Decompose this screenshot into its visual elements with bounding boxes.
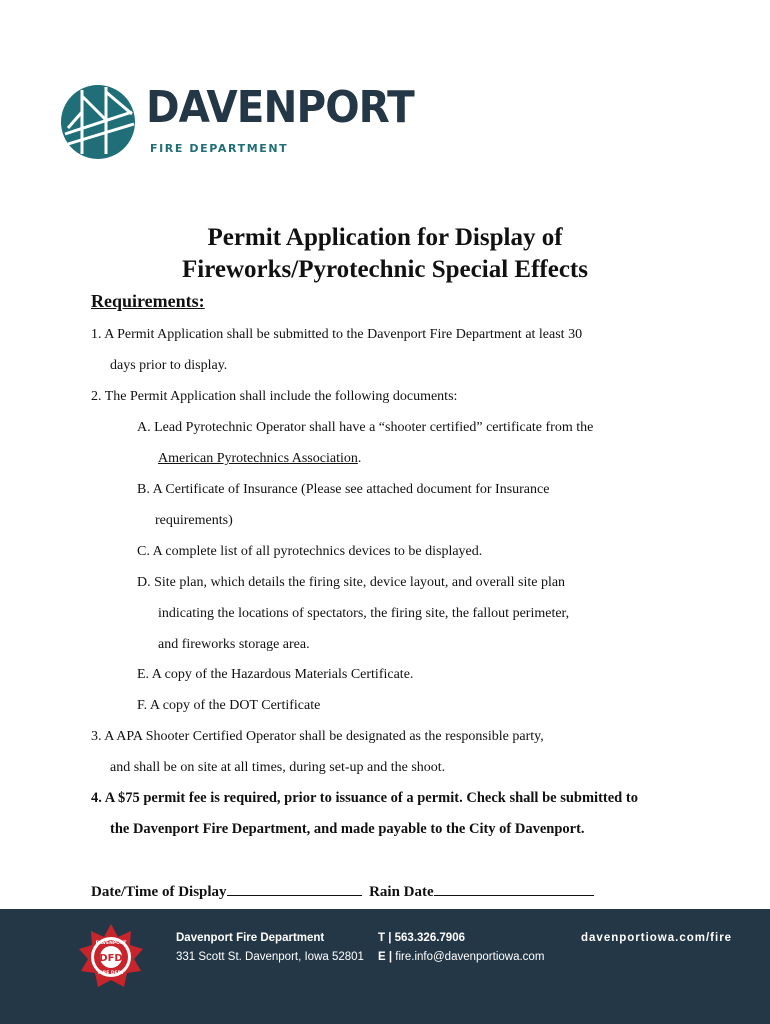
footer-website[interactable]: davenportiowa.com/fire xyxy=(581,932,733,944)
footer-org-name: Davenport Fire Department xyxy=(176,932,325,944)
item-c-line-1: C. A complete list of all pyrotechnics devices to be displayed. xyxy=(137,544,483,559)
item-b-line-2: requirements) xyxy=(155,513,233,528)
item-a-line-2 xyxy=(158,450,361,468)
date-time-label: Date/Time of Display xyxy=(91,884,227,900)
footer-address: 331 Scott St. Davenport, Iowa 52801 xyxy=(176,951,364,963)
item-4-line-1: 4. A $75 permit fee is required, prior to issuance of a permit. Check shall be submitted to xyxy=(91,790,638,806)
item-a-line-1: A. Lead Pyrotechnic Operator shall have a “shooter certified” certificate from the xyxy=(137,420,594,435)
badge-center-text: DFD xyxy=(99,953,123,964)
footer-email[interactable]: fire.info@davenportiowa.com xyxy=(395,951,545,963)
footer-phone[interactable]: 563.326.7906 xyxy=(394,932,465,944)
title-line-2: Fireworks/Pyrotechnic Special Effects xyxy=(182,256,588,283)
requirements-heading: Requirements: xyxy=(91,291,205,311)
item-d-line-2: indicating the locations of spectators, the firing site, the fallout perimeter, xyxy=(158,606,570,621)
email-label: E | xyxy=(378,951,393,963)
badge-top-text: DAVENPORT xyxy=(95,941,127,946)
bridge-logo-icon xyxy=(60,82,140,162)
phone-label: T | xyxy=(378,932,392,944)
rain-date-label: Rain Date xyxy=(369,884,434,900)
item-3-line-1: 3. A APA Shooter Certified Operator shall be designated as the responsible party, xyxy=(91,729,544,744)
apa-link[interactable]: American Pyrotechnics Association xyxy=(158,451,358,466)
item-1-line-2: days prior to display. xyxy=(110,358,228,373)
footer xyxy=(0,909,770,1024)
logo-name: DAVENPORT xyxy=(146,82,414,133)
item-4-line-2: the Davenport Fire Department, and made payable to the City of Davenport. xyxy=(110,821,585,837)
item-3-line-2: and shall be on site at all times, during set-up and the shoot. xyxy=(110,760,446,775)
date-row xyxy=(91,881,594,901)
item-1-line-1: 1. A Permit Application shall be submitted to the Davenport Fire Department at least 30 xyxy=(91,327,583,342)
item-d-line-3: and fireworks storage area. xyxy=(158,637,310,652)
item-a-period: . xyxy=(357,451,362,466)
item-e-line-1: E. A copy of the Hazardous Materials Certificate. xyxy=(137,667,414,682)
item-b-line-1: B. A Certificate of Insurance (Please see attached document for Insurance xyxy=(137,482,550,497)
davenport-fire-logo xyxy=(60,82,414,162)
logo-subtitle: FIRE DEPARTMENT xyxy=(150,142,289,155)
title-line-1: Permit Application for Display of xyxy=(207,224,563,251)
badge-bottom-text: FIRE DEPT xyxy=(97,971,125,976)
fire-badge-icon xyxy=(78,923,144,989)
footer-email-row xyxy=(378,951,544,963)
item-f-line-1: F. A copy of the DOT Certificate xyxy=(137,698,321,713)
item-d-line-1: D. Site plan, which details the firing site, device layout, and overall site plan xyxy=(137,575,566,590)
footer-phone-row xyxy=(378,932,465,944)
date-time-field[interactable] xyxy=(227,881,362,896)
page-title xyxy=(0,222,770,286)
rain-date-field[interactable] xyxy=(434,881,594,896)
item-2-line-1: 2. The Permit Application shall include the following documents: xyxy=(91,389,458,404)
